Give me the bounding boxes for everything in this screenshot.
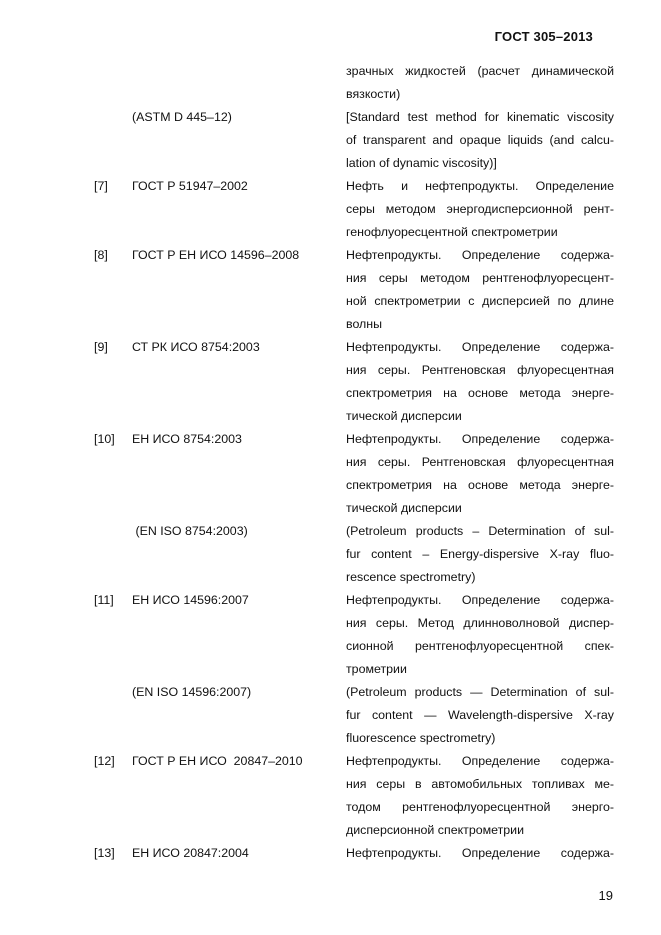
title-line: тической дисперсии (346, 501, 462, 515)
page-number: 19 (598, 888, 613, 903)
title-line: fur content – Energy-dispersive X-ray fluo- (346, 547, 614, 561)
title-line: fur content — Wavelength-dispersive X-ray (346, 708, 614, 722)
title-line: спектрометрия на основе метода энерге- (346, 386, 614, 400)
title-line: lation of dynamic viscosity)] (346, 156, 497, 170)
standard-code: ЕН ИСО 14596:2007 (132, 593, 249, 607)
title-line: серы методом энергодисперсионной рент- (346, 202, 614, 216)
standard-title (346, 428, 614, 520)
title-line: Нефтепродукты. Определение содержа- (346, 432, 614, 446)
title-line: спектрометрия на основе метода энерге- (346, 478, 614, 492)
title-line: ной спектрометрии с дисперсией по длине (346, 294, 614, 308)
title-line: Нефтепродукты. Определение содержа- (346, 754, 614, 768)
reference-number: [11] (94, 593, 114, 607)
title-line: ния серы. Метод длинноволновой диспер- (346, 616, 614, 630)
standard-code: ЕН ИСО 8754:2003 (132, 432, 242, 446)
title-line: дисперсионной спектрометрии (346, 823, 525, 837)
title-line: тодом рентгенофлуоресцентной энерго- (346, 800, 614, 814)
document-code-header: ГОСТ 305–2013 (494, 29, 593, 44)
reference-number: [13] (94, 846, 115, 860)
standard-title (346, 520, 614, 589)
title-line: трометрии (346, 662, 407, 676)
title-line: of transparent and opaque liquids (and calcu- (346, 133, 614, 147)
reference-number: [9] (94, 340, 108, 354)
standard-code: (EN ISO 14596:2007) (132, 685, 252, 699)
reference-number: [8] (94, 248, 108, 262)
title-line: ния серы. Рентгеновская флуоресцентная (346, 363, 614, 377)
title-line: Нефтепродукты. Определение содержа- (346, 593, 614, 607)
title-line: ния серы в автомобильных топливах ме- (346, 777, 614, 791)
standard-code: ГОСТ Р ЕН ИСО 20847–2010 (132, 754, 303, 768)
standard-code: (ASTM D 445–12) (132, 110, 232, 124)
standard-title (346, 336, 614, 428)
title-line: вязкости) (346, 87, 401, 101)
standard-code: ГОСТ Р 51947–2002 (132, 179, 248, 193)
title-line: генофлуоресцентной спектрометрии (346, 225, 558, 239)
title-line: Нефтепродукты. Определение содержа- (346, 248, 614, 262)
standard-code: СТ РК ИСО 8754:2003 (132, 340, 260, 354)
standard-code: ЕН ИСО 20847:2004 (132, 846, 249, 860)
title-line: сионной рентгенофлуоресцентной спек- (346, 639, 614, 653)
standard-title (346, 60, 614, 106)
title-line: Нефтепродукты. Определение содержа- (346, 340, 614, 354)
reference-number: [10] (94, 432, 115, 446)
standard-title (346, 681, 614, 750)
title-line: волны (346, 317, 383, 331)
reference-number: [12] (94, 754, 115, 768)
title-line: fluorescence spectrometry) (346, 731, 496, 745)
reference-number: [7] (94, 179, 108, 193)
standard-title (346, 589, 614, 681)
standard-title (346, 750, 614, 842)
standard-title (346, 106, 614, 175)
title-line: rescence spectrometry) (346, 570, 476, 584)
title-line: [Standard test method for kinematic viscosity (346, 110, 614, 124)
standard-title (346, 244, 614, 336)
standard-code: ГОСТ Р ЕН ИСО 14596–2008 (132, 248, 300, 262)
title-line: зрачных жидкостей (расчет динамической (346, 64, 614, 78)
title-line: (Petroleum products — Determination of sul- (346, 685, 614, 699)
title-line: (Petroleum products – Determination of sul- (346, 524, 614, 538)
title-line: ния серы методом рентгенофлуоресцент- (346, 271, 614, 285)
standard-title (346, 842, 614, 865)
title-line: ния серы. Рентгеновская флуоресцентная (346, 455, 614, 469)
standard-code: (EN ISO 8754:2003) (132, 524, 248, 538)
title-line: Нефтепродукты. Определение содержа- (346, 846, 614, 860)
title-line: тической дисперсии (346, 409, 462, 423)
standard-title (346, 175, 614, 244)
title-line: Нефть и нефтепродукты. Определение (346, 179, 614, 193)
